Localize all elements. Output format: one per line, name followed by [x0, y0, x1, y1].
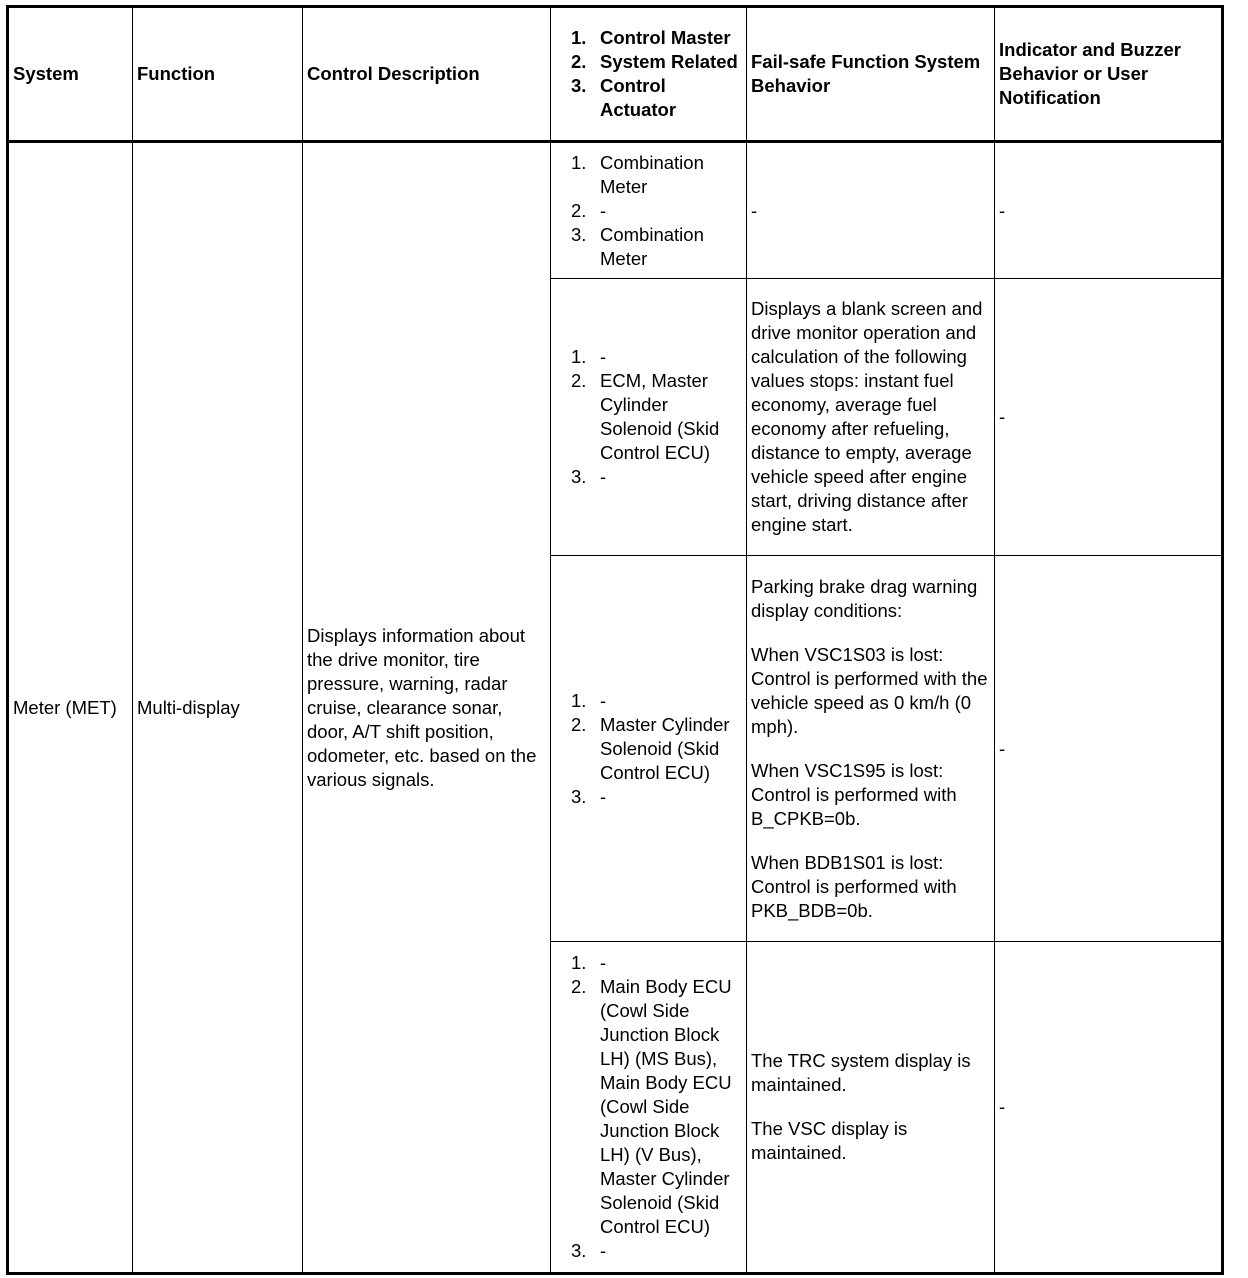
- control-list-cell: [551, 556, 747, 942]
- list-item: 2. Main Body ECU (Cowl Side Junction Block LH) (MS Bus), Main Body ECU (Cowl Side Junction Block LH) (V Bus), Master Cylinder Solenoid (Skid Control ECU): [600, 975, 742, 1239]
- description-cell: Displays information about the drive monitor, tire pressure, warning, radar cruise, clearance sonar, door, A/T shift position, odometer, etc. based on the various signals.: [303, 142, 551, 1274]
- list-item: 1. -: [600, 345, 742, 369]
- failsafe-cell: [747, 556, 995, 942]
- control-list-cell: [551, 279, 747, 556]
- list-item: 3. Combination Meter: [600, 223, 742, 271]
- numbered-list: [555, 151, 742, 271]
- list-item: 1. Combination Meter: [600, 151, 742, 199]
- function-cell: Multi-display: [133, 142, 303, 1274]
- indicator-cell: -: [995, 942, 1223, 1274]
- failsafe-text: The TRC system display is maintained.: [751, 1050, 971, 1095]
- list-item: 2. -: [600, 199, 742, 223]
- header-system: System: [8, 7, 133, 142]
- failsafe-cell: [747, 942, 995, 1274]
- list-item: 3. -: [600, 1239, 742, 1263]
- failsafe-cell: [747, 142, 995, 279]
- control-table: [6, 5, 1224, 1275]
- failsafe-text: -: [751, 199, 758, 221]
- header-list-item: 2. System Related: [600, 50, 742, 74]
- indicator-cell: -: [995, 142, 1223, 279]
- header-numbered-list: [555, 26, 742, 122]
- failsafe-text: When VSC1S03 is lost: Control is performed with the vehicle speed as 0 km/h (0 mph).: [751, 643, 988, 737]
- header-function: Function: [133, 7, 303, 142]
- header-failsafe: Fail-safe Function System Behavior: [747, 7, 995, 142]
- list-item: 3. -: [600, 785, 742, 809]
- header-control-list: [551, 7, 747, 142]
- control-list-cell: [551, 142, 747, 279]
- list-item: 1. -: [600, 689, 742, 713]
- header-row: [8, 7, 1223, 142]
- failsafe-text: Displays a blank screen and drive monitor operation and calculation of the following values stops: instant fuel economy, average fuel economy after refueling, distance to empty, average vehicle speed after engine start, driving distance after engine start.: [751, 298, 983, 535]
- indicator-cell: -: [995, 279, 1223, 556]
- list-item: 2. ECM, Master Cylinder Solenoid (Skid Control ECU): [600, 369, 742, 465]
- numbered-list: [555, 951, 742, 1263]
- header-list-item: 3. Control Actuator: [600, 74, 742, 122]
- failsafe-cell: [747, 279, 995, 556]
- numbered-list: [555, 345, 742, 489]
- failsafe-text: When VSC1S95 is lost: Control is performed with B_CPKB=0b.: [751, 759, 957, 829]
- numbered-list: [555, 689, 742, 809]
- failsafe-text: The VSC display is maintained.: [751, 1118, 908, 1163]
- system-cell: Meter (MET): [8, 142, 133, 1274]
- list-item: 1. -: [600, 951, 742, 975]
- list-item: 3. -: [600, 465, 742, 489]
- table-row: [8, 142, 1223, 279]
- header-list-item: 1. Control Master: [600, 26, 742, 50]
- header-indicator: Indicator and Buzzer Behavior or User Notification: [995, 7, 1223, 142]
- failsafe-text: When BDB1S01 is lost: Control is performed with PKB_BDB=0b.: [751, 851, 957, 921]
- failsafe-text: Parking brake drag warning display conditions:: [751, 575, 978, 621]
- control-list-cell: [551, 942, 747, 1274]
- list-item: 2. Master Cylinder Solenoid (Skid Control ECU): [600, 713, 742, 785]
- header-control-description: Control Description: [303, 7, 551, 142]
- indicator-cell: -: [995, 556, 1223, 942]
